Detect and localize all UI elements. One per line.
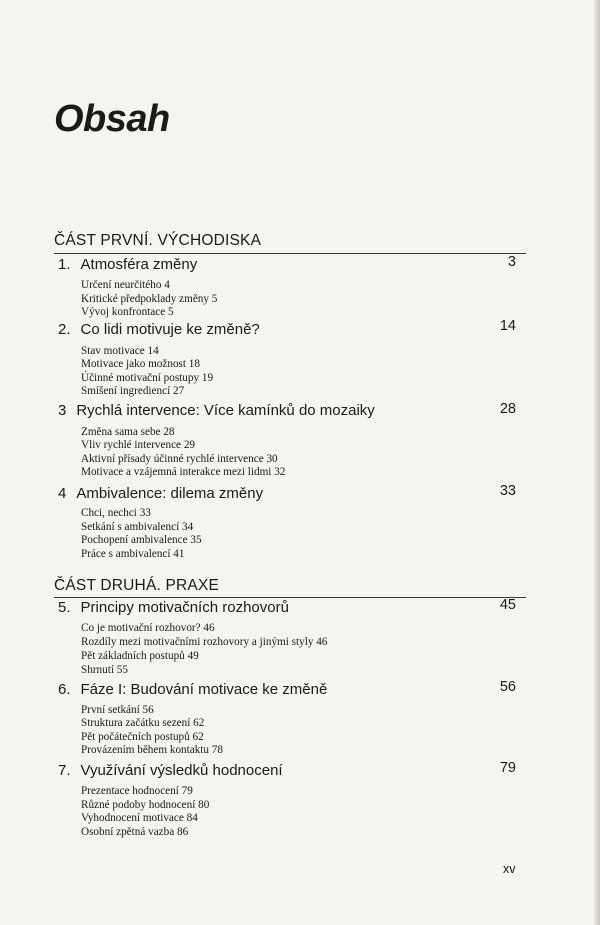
chapter-page: 45 xyxy=(499,597,516,613)
chapter-number: 7. xyxy=(58,762,71,779)
page-title: Obsah xyxy=(54,98,170,140)
chapter-name: Co lidi motivuje ke změně? xyxy=(80,321,260,338)
section-entry: Setkání s ambivalencí 34 xyxy=(81,521,194,533)
chapter-page: 56 xyxy=(499,679,516,695)
chapter-title xyxy=(58,485,263,502)
section-entry: Vliv rychlé intervence 29 xyxy=(81,439,196,451)
chapter-name: Fáze I: Budování motivace ke změně xyxy=(80,681,328,698)
chapter-page: 14 xyxy=(499,318,516,334)
chapter-title xyxy=(58,762,283,779)
section-entry: Pět základních postupů 49 xyxy=(81,650,199,662)
section-entry: Aktivní přísady účinné rychlé intervence 30 xyxy=(81,453,278,465)
section-entry: Struktura začátku sezení 62 xyxy=(81,717,205,729)
section-entry: Změna sama sebe 28 xyxy=(81,426,175,438)
chapter-number: 6. xyxy=(58,681,71,698)
section-entry: Motivace jako možnost 18 xyxy=(81,358,200,370)
chapter-page: 79 xyxy=(499,760,516,776)
chapter-title xyxy=(58,321,260,338)
chapter-number: 5. xyxy=(58,599,71,616)
part-divider xyxy=(54,597,526,598)
chapter-page: 3 xyxy=(507,254,516,270)
part-heading: ČÁST DRUHÁ. PRAXE xyxy=(54,577,220,594)
chapter-page: 33 xyxy=(499,483,516,499)
chapter-number: 1. xyxy=(58,256,71,273)
chapter-name: Ambivalence: dilema změny xyxy=(76,485,264,502)
section-entry: Práce s ambivalencí 41 xyxy=(81,548,185,560)
chapter-number: 3 xyxy=(58,402,67,419)
section-entry: Chci, nechci 33 xyxy=(81,507,151,519)
page-number: xv xyxy=(503,862,516,876)
chapter-name: Principy motivačních rozhovorů xyxy=(80,599,289,616)
section-entry: Kritické předpoklady změny 5 xyxy=(81,293,218,305)
section-entry: Smíšení ingrediencí 27 xyxy=(81,385,185,397)
section-entry: Různé podoby hodnocení 80 xyxy=(81,799,210,811)
chapter-title xyxy=(58,599,289,616)
chapter-name: Využívání výsledků hodnocení xyxy=(80,762,283,779)
section-entry: Co je motivační rozhovor? 46 xyxy=(81,622,215,634)
chapter-number: 2. xyxy=(58,321,71,338)
section-entry: Osobní zpětná vazba 86 xyxy=(81,826,189,838)
chapter-number: 4 xyxy=(58,485,67,502)
section-entry: Vyhodnocení motivace 84 xyxy=(81,812,198,824)
section-entry: Provázením během kontaktu 78 xyxy=(81,744,223,756)
section-entry: Účinné motivační postupy 19 xyxy=(81,372,214,384)
section-entry: Vývoj konfrontace 5 xyxy=(81,306,174,318)
section-entry: Rozdíly mezi motivačními rozhovory a jinými styly 46 xyxy=(81,636,328,648)
section-entry: První setkání 56 xyxy=(81,704,154,716)
section-entry: Shrnutí 55 xyxy=(81,664,128,676)
section-entry: Pět počátečních postupů 62 xyxy=(81,731,204,743)
section-entry: Prezentace hodnocení 79 xyxy=(81,785,193,797)
section-entry: Určení neurčitého 4 xyxy=(81,279,170,291)
section-entry: Motivace a vzájemná interakce mezi lidmi 32 xyxy=(81,466,286,478)
chapter-name: Atmosféra změny xyxy=(80,256,198,273)
chapter-name: Rychlá intervence: Více kamínků do mozaiky xyxy=(76,402,375,419)
section-entry: Stav motivace 14 xyxy=(81,345,159,357)
chapter-title xyxy=(58,402,375,419)
section-entry: Pochopení ambivalence 35 xyxy=(81,534,202,546)
chapter-page: 28 xyxy=(499,401,516,417)
chapter-title xyxy=(58,256,197,273)
page-edge-shadow xyxy=(594,0,600,925)
chapter-title xyxy=(58,681,327,698)
part-divider xyxy=(54,253,526,254)
part-heading: ČÁST PRVNÍ. VÝCHODISKA xyxy=(54,232,262,249)
